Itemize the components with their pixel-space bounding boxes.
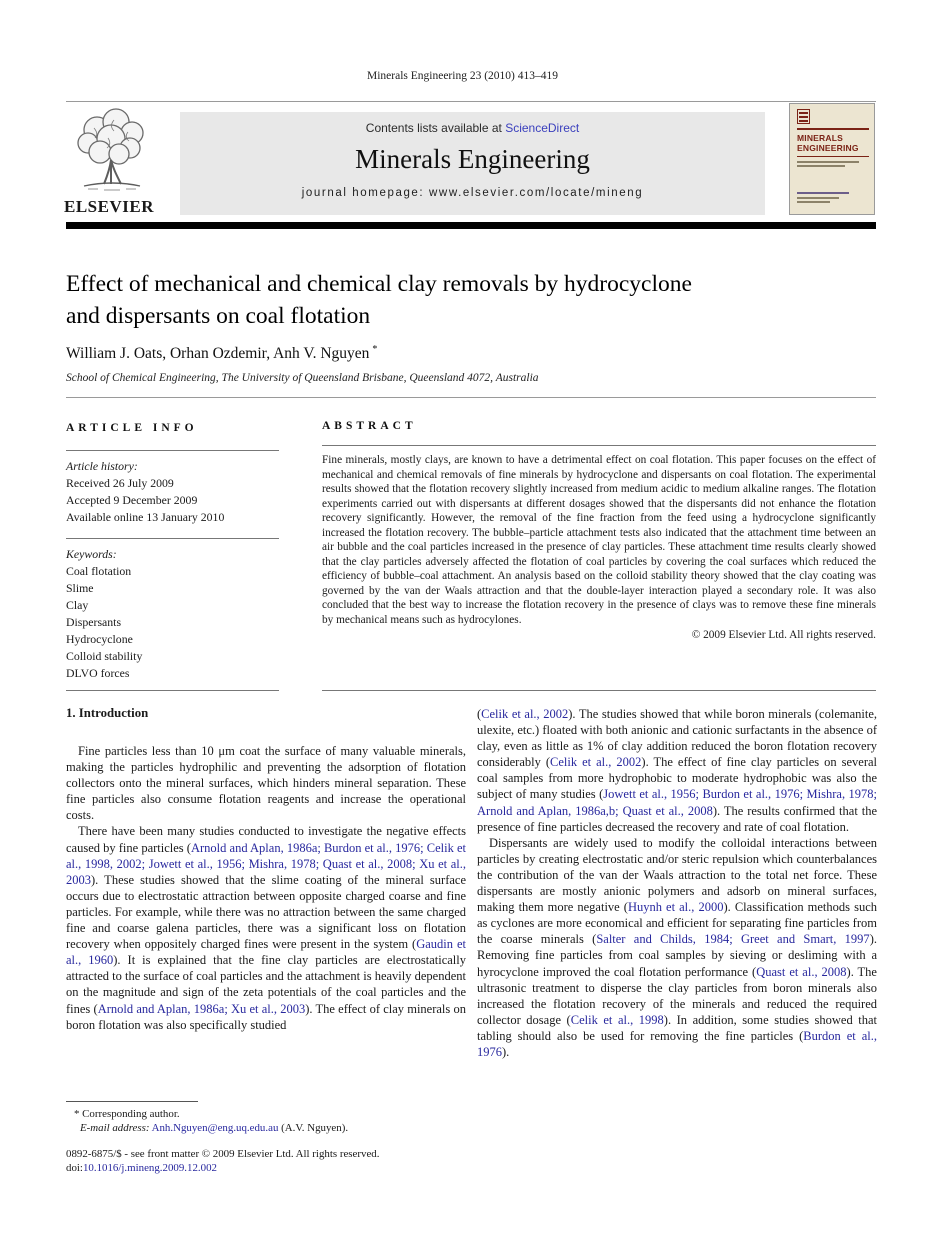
- abstract-heading: ABSTRACT: [322, 420, 876, 446]
- banner-bottom-bar: [66, 222, 876, 229]
- contents-prefix: Contents lists available at: [365, 121, 506, 135]
- cover-rule: [797, 128, 869, 130]
- journal-banner: [180, 112, 765, 215]
- paragraph-text: ).: [502, 1044, 510, 1059]
- article-title: [66, 268, 846, 332]
- elsevier-logo: [64, 108, 164, 217]
- history-item: Accepted 9 December 2009: [66, 493, 198, 507]
- paragraph-text: ). The effect of fine clay particles on several coal samples from more hydrophobic to moderate hydrophobic was also the subject of many studies (: [477, 755, 877, 802]
- paragraph-text: ). The studies showed that while boron minerals (colemanite, ulexite, etc.) floated with both anionic and cationic surfactants in the absence of clay, even as little as 1% of clay addition reduced the boron flotation recovery considerably (: [477, 707, 878, 770]
- header-divider: [66, 101, 876, 102]
- email-suffix: (A.V. Nguyen).: [278, 1122, 349, 1134]
- citation-link[interactable]: Gaudin et al., 1960: [66, 937, 466, 968]
- paragraph-text: ). It is explained that the fine clay particles are electrostatically attracted to the surface of coal particles and the attachment is heavily dependent on the magnitude and sign of the zeta potentials of the coal particles and the fines (: [66, 953, 466, 1016]
- issn-line: 0892-6875/$ - see front matter © 2009 Elsevier Ltd. All rights reserved.: [66, 1148, 380, 1160]
- doi-label: doi:: [66, 1161, 83, 1174]
- body-column-right: [477, 706, 877, 1060]
- cover-footer-bar: [797, 201, 830, 203]
- journal-homepage-line: journal homepage: www.elsevier.com/locate/mineng: [301, 187, 644, 199]
- footnote: [66, 1107, 466, 1135]
- paragraph-text: Fine particles less than 10 μm coat the surface of many valuable minerals, making the particles hydrophilic and preventing the adsorption of flotation collectors onto the mineral surfaces, which hinders mineral separation. These fine particles also consume flotation reagents and increase the operational costs.: [66, 744, 466, 823]
- keywords-label: Keywords:: [66, 547, 117, 561]
- cover-title-line: MINERALS: [797, 133, 843, 143]
- imprint: [66, 1148, 486, 1175]
- paragraph-text: ). Removing fine particles from coal samples by sieving or desliming with a hyrocyclone improved the coal flotation performance (: [477, 932, 877, 979]
- keyword-item: Coal flotation: [66, 564, 132, 578]
- section-divider: [66, 397, 876, 398]
- info-divider: [66, 538, 279, 539]
- sciencedirect-link[interactable]: ScienceDirect: [505, 121, 580, 135]
- paragraph: [477, 835, 877, 1060]
- body-column-left: [66, 706, 466, 1033]
- doi-link[interactable]: 10.1016/j.mineng.2009.12.002: [82, 1161, 217, 1174]
- cover-title: [797, 134, 859, 153]
- authors-line: [66, 344, 377, 363]
- footnote-rule: [66, 1101, 198, 1102]
- cover-footer-bar: [797, 192, 849, 194]
- corresponding-author-mark: *: [372, 344, 378, 355]
- abstract-column: [322, 420, 876, 641]
- journal-title: Minerals Engineering: [355, 144, 590, 174]
- paragraph-text: ). The effect of clay minerals on boron flotation was also specifically studied: [66, 1001, 466, 1032]
- cover-emblem-icon: [797, 109, 810, 124]
- article-history-label: Article history:: [66, 459, 138, 473]
- citation-link[interactable]: Celik et al., 1998: [570, 1012, 664, 1027]
- cover-tagline-bar: [797, 161, 859, 163]
- citation-link[interactable]: Jowett et al., 1956; Burdon et al., 1976; Mishra, 1978; Arnold and Aplan, 1986a,b; Quast et al., 2008: [477, 787, 877, 818]
- cover-footer-bar: [797, 197, 839, 199]
- citation-link[interactable]: Quast et al., 2008: [756, 964, 847, 979]
- article-title-line: and dispersants on coal flotation: [66, 303, 371, 329]
- cover-tagline-bar: [797, 165, 845, 167]
- history-item: Available online 13 January 2010: [66, 510, 225, 524]
- paragraph-text: ). In addition, some studies showed that tabling should also be used for removing the fine particles (: [477, 1012, 877, 1043]
- abstract-text: Fine minerals, mostly clays, are known to have a detrimental effect on coal flotation. This paper focuses on the effect of mechanical and chemical removals of fine minerals by hydrocyclone and dispersants on coal flotation. The experimental results showed that the flotation recovery slightly increased from medium acidic to medium alkaline ranges. The flotation experiments carried out with dispersants at different dosages showed that the dispersants did not enhance the flotation recovery significantly. However, the removal of the fine fraction from the feed using a hydrocyclone significantly increased the flotation recovery. The bubble–particle attachment tests also indicated that the attachment time between an air bubble and the coal particles increased in the presence of clay particles. These attachment time results clearly showed that the clay particles adversely affected the flotation of coal particles by covering the coal surfaces which reduced the efficiency of bubble–coal attachment. An analysis based on the colloid stability theory showed that the clay coating was governed by the van der Waals attraction and that the double-layer interaction played a secondary role. It was also concluded that the best way to increase the flotation recovery in the presence of clays was to remove these fine minerals by mechanical means such as hydrocylones.: [322, 454, 876, 626]
- history-item: Received 26 July 2009: [66, 476, 174, 490]
- cover-title-line: ENGINEERING: [797, 142, 859, 153]
- corresponding-author-note: * Corresponding author.: [74, 1108, 180, 1120]
- citation-link[interactable]: Arnold and Aplan, 1986a; Xu et al., 2003: [97, 1001, 306, 1016]
- keyword-item: Colloid stability: [66, 649, 143, 663]
- citation-link[interactable]: Celik et al., 2002: [550, 755, 642, 770]
- paragraph: [66, 823, 466, 1032]
- keyword-item: DLVO forces: [66, 666, 130, 680]
- paragraph-text: Dispersants are widely used to modify the colloidal interactions between particles by creating electrostatic and/or steric repulsion which counterbalances the contribution of the van der Waals attraction to the total net force. These dispersants are mostly anionic polymers and adsorb on mineral surfaces, making them more negative (: [477, 835, 877, 915]
- contents-line: [180, 112, 765, 135]
- article-info-column: [66, 420, 279, 682]
- article-info-heading: ARTICLE INFO: [66, 420, 279, 451]
- citation-link[interactable]: Arnold and Aplan, 1986a; Burdon et al., 1976; Celik et al., 1998, 2002; Jowett et al., 1956; Mishra, 1978; Quast et al., 2008; Xu et al., 2003: [66, 840, 466, 887]
- citation-link[interactable]: Celik et al., 2002: [481, 707, 569, 721]
- keyword-item: Hydrocyclone: [66, 632, 133, 646]
- cover-rule: [797, 156, 869, 157]
- citation-link[interactable]: Burdon et al., 1976: [477, 1028, 877, 1059]
- info-bottom-rule: [66, 690, 279, 691]
- citation-link[interactable]: Salter and Childs, 1984; Greet and Smart, 1997: [596, 932, 870, 947]
- journal-cover: [789, 103, 875, 215]
- article-title-line: Effect of mechanical and chemical clay removals by hydrocyclone: [66, 271, 692, 297]
- section-heading-introduction: 1. Introduction: [66, 706, 149, 720]
- paragraph: [477, 706, 877, 835]
- paragraph-text: There have been many studies conducted to investigate the negative effects caused by fine particles (: [66, 824, 466, 855]
- elsevier-tree-icon: [64, 108, 160, 192]
- keyword-item: Slime: [66, 581, 94, 595]
- paragraph-text: ). The ultrasonic treatment to disperse the clay particles from boron minerals also increased the flotation recovery of the minerals and reduced the required collector dosage (: [477, 964, 877, 1027]
- elsevier-wordmark: ELSEVIER: [64, 197, 154, 216]
- paragraph-text: (: [477, 707, 482, 721]
- doi-line: [66, 1162, 486, 1176]
- citation-link[interactable]: Huynh et al., 2000: [627, 900, 724, 915]
- copyright-line: © 2009 Elsevier Ltd. All rights reserved.: [691, 629, 876, 641]
- email-label: E-mail address:: [80, 1122, 150, 1134]
- email-link[interactable]: Anh.Nguyen@eng.uq.edu.au: [151, 1122, 279, 1134]
- keyword-item: Clay: [66, 598, 89, 612]
- paragraph: [66, 743, 466, 823]
- paragraph-text: ). These studies showed that the slime coating of the mineral surface occurs due to electrostatic attraction between opposite charged coarse and fine particles. For example, while there was no attraction between the same charged fine and coarse galena particles, there was a significant loss on flotation recovery when oppositely charged fines were present in the system (: [66, 872, 466, 952]
- abstract-bottom-rule: [322, 690, 876, 691]
- paragraph-text: ). Classification methods such as cyclones are more economical and efficient for separating fine particles from the coarse minerals (: [477, 900, 877, 947]
- paragraph-text: ). The results confirmed that the presence of fine particles decreased the recovery and rate of coal flotation.: [477, 803, 878, 834]
- affiliation: School of Chemical Engineering, The University of Queensland Brisbane, Queensland 4072, Australia: [66, 372, 539, 384]
- keyword-item: Dispersants: [66, 615, 122, 629]
- author-names: William J. Oats, Orhan Ozdemir, Anh V. Nguyen: [66, 345, 370, 363]
- page-header-citation: Minerals Engineering 23 (2010) 413–419: [367, 70, 558, 82]
- email-line: [66, 1121, 466, 1135]
